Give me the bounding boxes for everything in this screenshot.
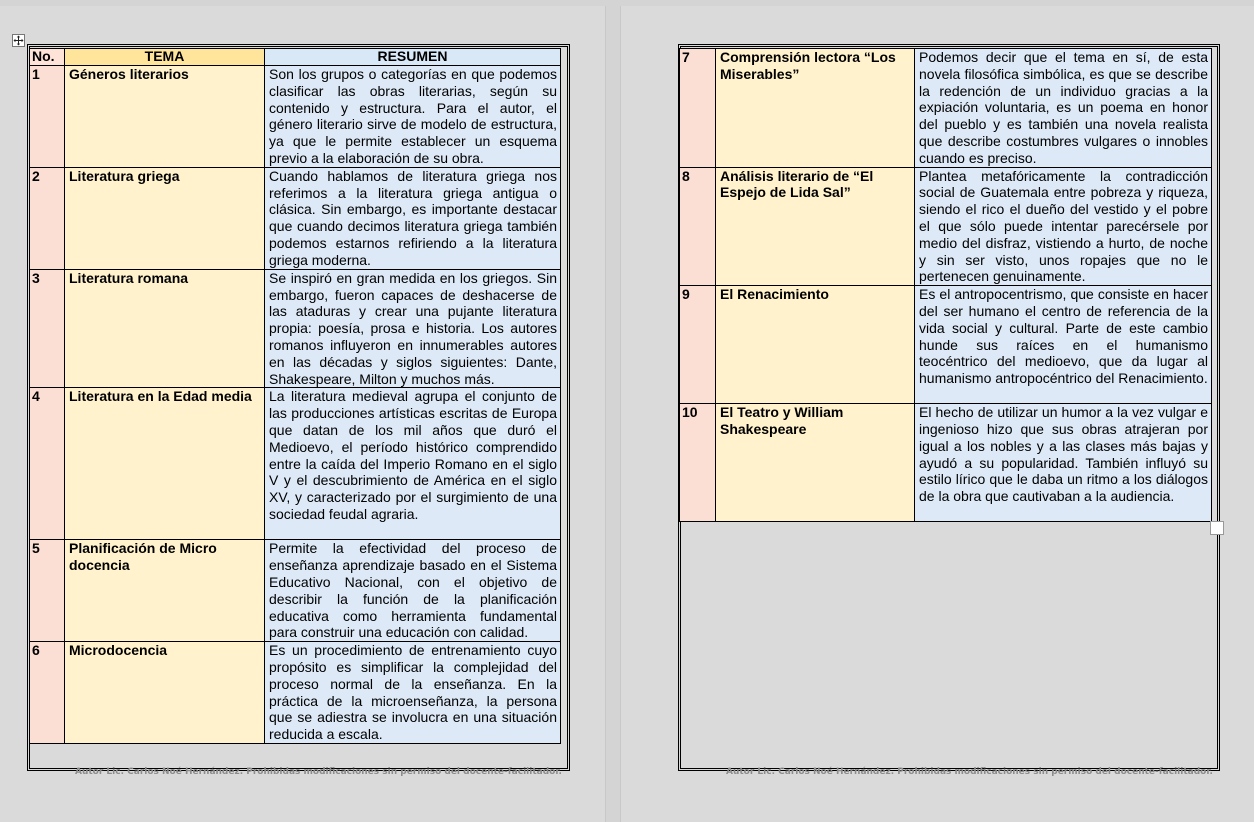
row-number[interactable]: 5 (30, 540, 65, 642)
row-resumen[interactable]: Permite la efectividad del proceso de enseñanza aprendizaje basado en el Sistema Educativo Nacional, con el objetivo de describir la función de la planificación educativa como herramienta fundamental para construir una educación con calidad. (265, 540, 561, 642)
row-tema[interactable]: Literatura en la Edad media (65, 388, 265, 540)
table-row[interactable] (680, 49, 1212, 168)
row-tema[interactable]: Comprensión lectora “Los Miserables” (716, 49, 915, 168)
table-row[interactable] (680, 286, 1212, 404)
page-footer: Autor Lic. Carlos Noé Hernández. Prohibidas modificaciones sin permiso del docente-facilitador. (75, 767, 562, 777)
table-row[interactable] (680, 404, 1212, 522)
table-resize-handle[interactable] (1210, 521, 1224, 535)
table-row[interactable] (30, 388, 561, 540)
row-number[interactable]: 7 (680, 49, 716, 168)
header-resumen: RESUMEN (265, 49, 561, 66)
row-number[interactable]: 2 (30, 167, 65, 269)
row-number[interactable]: 6 (30, 642, 65, 744)
row-resumen[interactable]: La literatura medieval agrupa el conjunto de las producciones artísticas escritas de Europa que datan de los mil años que duró el Medioevo, el período histórico comprendido entre la caída del Imperio Romano en el siglo V y el descubrimiento de América en el siglo XV, y caracterizado por el surgimiento de una sociedad feudal agraria. (265, 388, 561, 540)
row-tema[interactable]: Planificación de Micro docencia (65, 540, 265, 642)
document-page-right (620, 6, 1254, 822)
table-row[interactable] (30, 642, 561, 744)
table-row[interactable] (30, 540, 561, 642)
table-header-row (30, 49, 561, 66)
row-number[interactable]: 9 (680, 286, 716, 404)
row-tema[interactable]: Literatura griega (65, 167, 265, 269)
summary-table-left[interactable] (29, 48, 561, 744)
row-resumen[interactable]: Cuando hablamos de literatura griega nos referimos a la literatura griega antigua o clásica. Sin embargo, es importante destacar que cuando decimos literatura griega también podemos estarnos refiriendo a la literatura griega moderna. (265, 167, 561, 269)
row-resumen[interactable]: Se inspiró en gran medida en los griegos. Sin embargo, fueron capaces de deshacerse de las ataduras y crear una pujante literatura propia: poesía, prosa e historia. Los autores romanos influyeron en innumerables autores en las décadas y siglos siguientes: Dante, Shakespeare, Milton y muchos más. (265, 269, 561, 388)
row-number[interactable]: 8 (680, 167, 716, 286)
row-tema[interactable]: Análisis literario de “El Espejo de Lida Sal” (716, 167, 915, 286)
row-tema[interactable]: El Renacimiento (716, 286, 915, 404)
row-number[interactable]: 3 (30, 269, 65, 388)
row-resumen[interactable]: Plantea metafóricamente la contradicción social de Guatemala entre pobreza y riqueza, siendo el rico el dueño del vestido y el pobre el que sólo puede intentar parecérsele por medio del disfraz, vistiendo a hurto, de noche y sin ser visto, unos ropajes que no le pertenecen genuinamente. (915, 167, 1212, 286)
header-no: No. (30, 49, 65, 66)
row-number[interactable]: 10 (680, 404, 716, 522)
row-tema[interactable]: El Teatro y William Shakespeare (716, 404, 915, 522)
row-resumen[interactable]: Es un procedimiento de entrenamiento cuyo propósito es simplificar la complejidad del proceso normal de la enseñanza. En la práctica de la microenseñanza, la persona que se adiestra se involucra en una situación reducida a escala. (265, 642, 561, 744)
row-number[interactable]: 4 (30, 388, 65, 540)
page-footer: Autor Lic. Carlos Noé Hernández. Prohibidas modificaciones sin permiso del docente-facilitador. (726, 767, 1213, 777)
row-resumen[interactable]: El hecho de utilizar un humor a la vez vulgar e ingenioso hizo que sus obras atrajeran por igual a los nobles y a las clases más bajas y ayudó a su popularidad. También influyó su estilo lírico que le daba un ritmo a los diálogos de la obra que cautivaban a la audiencia. (915, 404, 1212, 522)
row-tema[interactable]: Microdocencia (65, 642, 265, 744)
table-row[interactable] (30, 167, 561, 269)
table-row[interactable] (30, 66, 561, 168)
summary-table-right[interactable] (679, 48, 1212, 522)
table-row[interactable] (680, 167, 1212, 286)
document-page-left (0, 6, 606, 822)
table-row[interactable] (30, 269, 561, 388)
row-resumen[interactable]: Podemos decir que el tema en sí, de esta novela filosófica simbólica, es que se describe la redención de un individuo gracias a la expiación voluntaria, es un poema en honor del pueblo y es también una novela realista que describe costumbres vulgares o innobles cuando es preciso. (915, 49, 1212, 168)
row-tema[interactable]: Literatura romana (65, 269, 265, 388)
row-number[interactable]: 1 (30, 66, 65, 168)
row-tema[interactable]: Géneros literarios (65, 66, 265, 168)
row-resumen[interactable]: Son los grupos o categorías en que podemos clasificar las obras literarias, según su contenido y estructura. Para el autor, el género literario sirve de modelo de estructura, ya que le permite establecer un esquema previo a la elaboración de su obra. (265, 66, 561, 168)
row-resumen[interactable]: Es el antropocentrismo, que consiste en hacer del ser humano el centro de referencia de la vida social y cultural. Parte de este cambio hunde sus raíces en el humanismo teocéntrico del medioevo, que da lugar al humanismo antropocéntrico del Renacimiento. (915, 286, 1212, 404)
header-tema: TEMA (65, 49, 265, 66)
table-move-handle[interactable] (12, 34, 25, 47)
move-arrows-icon (13, 35, 24, 46)
